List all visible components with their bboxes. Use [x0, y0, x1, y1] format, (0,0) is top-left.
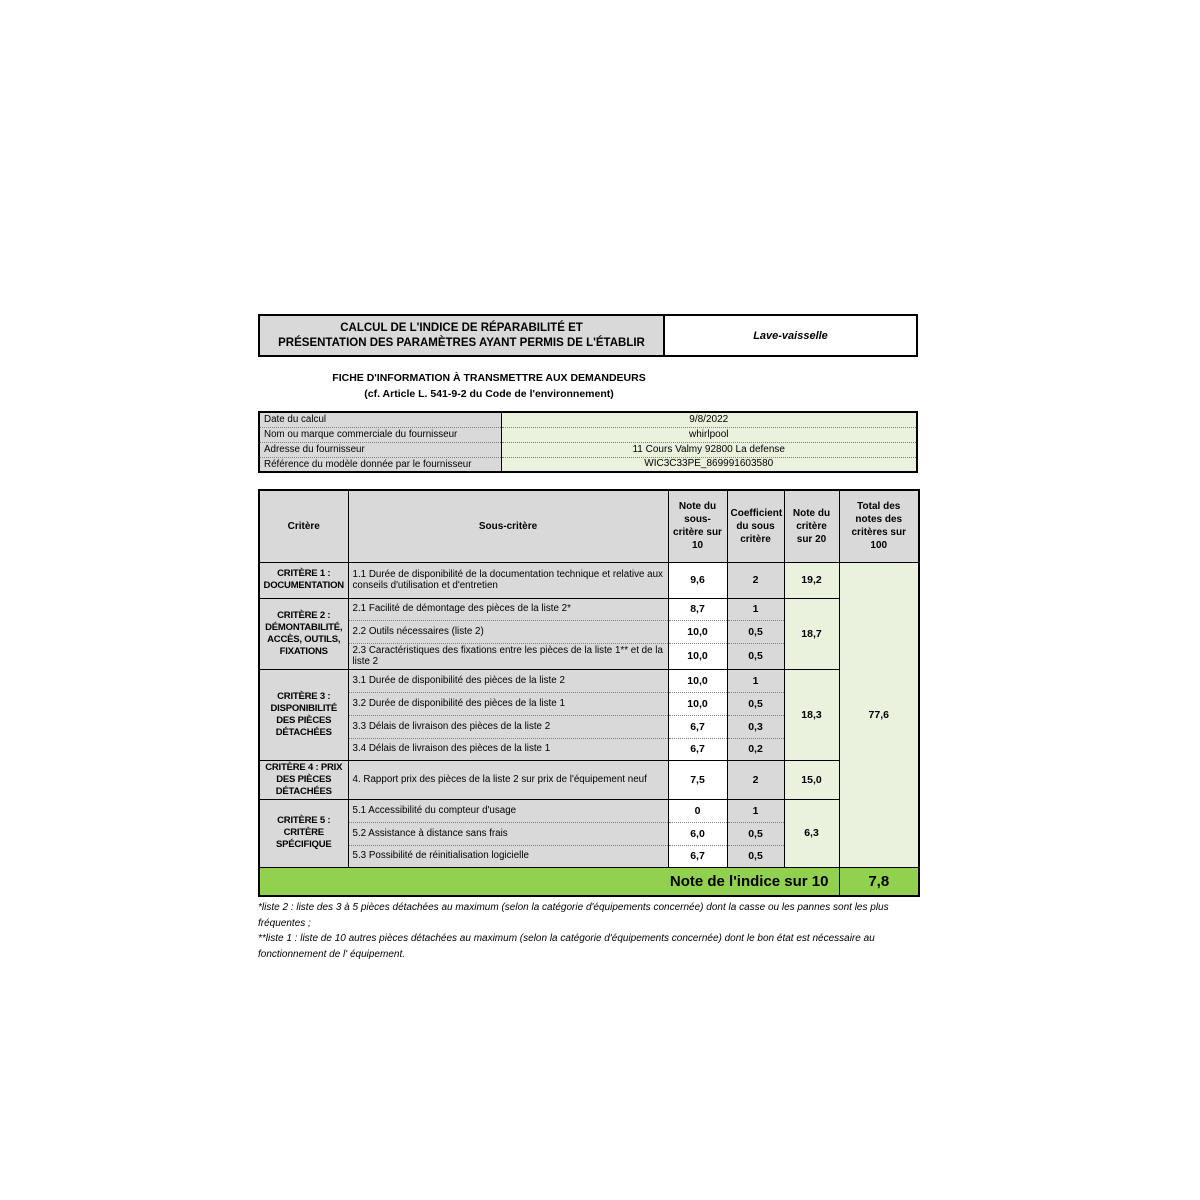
subcriterion-coefficient: 0,5: [727, 845, 784, 867]
subcriterion-note: 6,7: [668, 845, 727, 867]
repairability-sheet: [258, 314, 918, 962]
subcriterion-label: 2.1 Facilité de démontage des pièces de la liste 2*: [348, 598, 668, 620]
subtitle-line2: (cf. Article L. 541-9-2 du Code de l'environnement): [364, 388, 614, 400]
subcriterion-note: 6,7: [668, 738, 727, 760]
subcriterion-label: 2.2 Outils nécessaires (liste 2): [348, 620, 668, 643]
info-label: Référence du modèle donnée par le fournisseur: [259, 457, 501, 472]
column-header-note-critere: Note du critère sur 20: [784, 490, 839, 562]
info-label: Nom ou marque commerciale du fournisseur: [259, 427, 501, 442]
document-title-line1: CALCUL DE L'INDICE DE RÉPARABILITÉ ET: [340, 321, 583, 334]
subcriterion-note: 6,0: [668, 822, 727, 845]
column-header-coefficient: Coefficient du sous critère: [727, 490, 784, 562]
subcriterion-note: 8,7: [668, 598, 727, 620]
criterion-score-20: 19,2: [784, 562, 839, 598]
table-row: [259, 562, 919, 598]
table-row: [259, 760, 919, 799]
subcriterion-note: 10,0: [668, 643, 727, 669]
document-header: [258, 314, 918, 357]
product-category: Lave-vaisselle: [664, 314, 918, 357]
subcriterion-coefficient: 0,5: [727, 643, 784, 669]
criterion-score-20: 15,0: [784, 760, 839, 799]
supplier-info-table: [258, 411, 918, 473]
criterion-score-20: 18,7: [784, 598, 839, 669]
subcriterion-note: 10,0: [668, 692, 727, 715]
info-label: Date du calcul: [259, 412, 501, 427]
column-header-critere: Critère: [259, 490, 348, 562]
footnote-liste1: **liste 1 : liste de 10 autres pièces détachées au maximum (selon la catégorie d'équipements concernée) dont le bon état est nécessaire au fonctionnement de l' équipement.: [258, 933, 875, 960]
subcriterion-note: 10,0: [668, 669, 727, 692]
criterion-4-cell: CRITÈRE 4 : PRIX DES PIÈCES DÉTACHÉES: [259, 760, 348, 799]
subcriterion-coefficient: 0,5: [727, 822, 784, 845]
info-value: WIC3C33PE_869991603580: [501, 457, 917, 472]
info-value: whirlpool: [501, 427, 917, 442]
subcriterion-coefficient: 1: [727, 669, 784, 692]
subcriterion-coefficient: 0,5: [727, 692, 784, 715]
column-header-note-sous-critere: Note du sous-critère sur 10: [668, 490, 727, 562]
criterion-1-cell: CRITÈRE 1 : DOCUMENTATION: [259, 562, 348, 598]
total-score-100: 77,6: [839, 562, 919, 867]
table-row: [259, 598, 919, 620]
document-subtitle: [258, 370, 720, 402]
criteria-table: [258, 489, 920, 897]
subcriterion-label: 5.1 Accessibilité du compteur d'usage: [348, 799, 668, 822]
subcriterion-label: 3.3 Délais de livraison des pièces de la liste 2: [348, 715, 668, 738]
footnotes: [258, 900, 918, 962]
info-row: [259, 427, 917, 442]
info-row: [259, 457, 917, 472]
criterion-3-cell: CRITÈRE 3 : DISPONIBILITÉ DES PIÈCES DÉTACHÉES: [259, 669, 348, 760]
criterion-5-cell: CRITÈRE 5 : CRITÈRE SPÉCIFIQUE: [259, 799, 348, 867]
subcriterion-coefficient: 0,2: [727, 738, 784, 760]
subcriterion-coefficient: 0,5: [727, 620, 784, 643]
subcriterion-note: 9,6: [668, 562, 727, 598]
criterion-2-cell: CRITÈRE 2 : DÉMONTABILITÉ, ACCÈS, OUTILS, FIXATIONS: [259, 598, 348, 669]
info-value: 11 Cours Valmy 92800 La defense: [501, 442, 917, 457]
column-header-sous-critere: Sous-critère: [348, 490, 668, 562]
subcriterion-coefficient: 1: [727, 598, 784, 620]
subcriterion-label: 1.1 Durée de disponibilité de la documentation technique et relative aux conseils d'utilisation et d'entretien: [348, 562, 668, 598]
subcriterion-label: 5.2 Assistance à distance sans frais: [348, 822, 668, 845]
subcriterion-label: 3.2 Durée de disponibilité des pièces de la liste 1: [348, 692, 668, 715]
subtitle-line1: FICHE D'INFORMATION À TRANSMETTRE AUX DEMANDEURS: [332, 372, 646, 384]
subcriterion-coefficient: 2: [727, 562, 784, 598]
subcriterion-label: 5.3 Possibilité de réinitialisation logicielle: [348, 845, 668, 867]
subcriterion-note: 10,0: [668, 620, 727, 643]
document-title: [258, 314, 664, 357]
subcriterion-note: 7,5: [668, 760, 727, 799]
footnote-liste2: *liste 2 : liste des 3 à 5 pièces détachées au maximum (selon la catégorie d'équipements concernée) dont la casse ou les pannes sont les plus fréquentes ;: [258, 902, 889, 929]
info-row: [259, 442, 917, 457]
subcriterion-label: 4. Rapport prix des pièces de la liste 2 sur prix de l'équipement neuf: [348, 760, 668, 799]
subcriterion-label: 3.1 Durée de disponibilité des pièces de la liste 2: [348, 669, 668, 692]
info-label: Adresse du fournisseur: [259, 442, 501, 457]
subcriterion-coefficient: 0,3: [727, 715, 784, 738]
criterion-score-20: 18,3: [784, 669, 839, 760]
info-value: 9/8/2022: [501, 412, 917, 427]
table-row: [259, 669, 919, 692]
final-score-value: 7,8: [839, 867, 919, 896]
criterion-score-20: 6,3: [784, 799, 839, 867]
subcriterion-label: 3.4 Délais de livraison des pièces de la liste 1: [348, 738, 668, 760]
column-header-total: Total des notes des critères sur 100: [839, 490, 919, 562]
info-row: [259, 412, 917, 427]
subcriterion-coefficient: 2: [727, 760, 784, 799]
criteria-table-header-row: [259, 490, 919, 562]
document-title-line2: PRÉSENTATION DES PARAMÈTRES AYANT PERMIS DE L'ÉTABLIR: [278, 336, 645, 349]
subcriterion-label: 2.3 Caractéristiques des fixations entre les pièces de la liste 1** et de la liste 2: [348, 643, 668, 669]
final-score-row: [259, 867, 919, 896]
table-row: [259, 799, 919, 822]
subcriterion-note: 0: [668, 799, 727, 822]
final-score-label: Note de l'indice sur 10: [259, 867, 839, 896]
subcriterion-note: 6,7: [668, 715, 727, 738]
subcriterion-coefficient: 1: [727, 799, 784, 822]
